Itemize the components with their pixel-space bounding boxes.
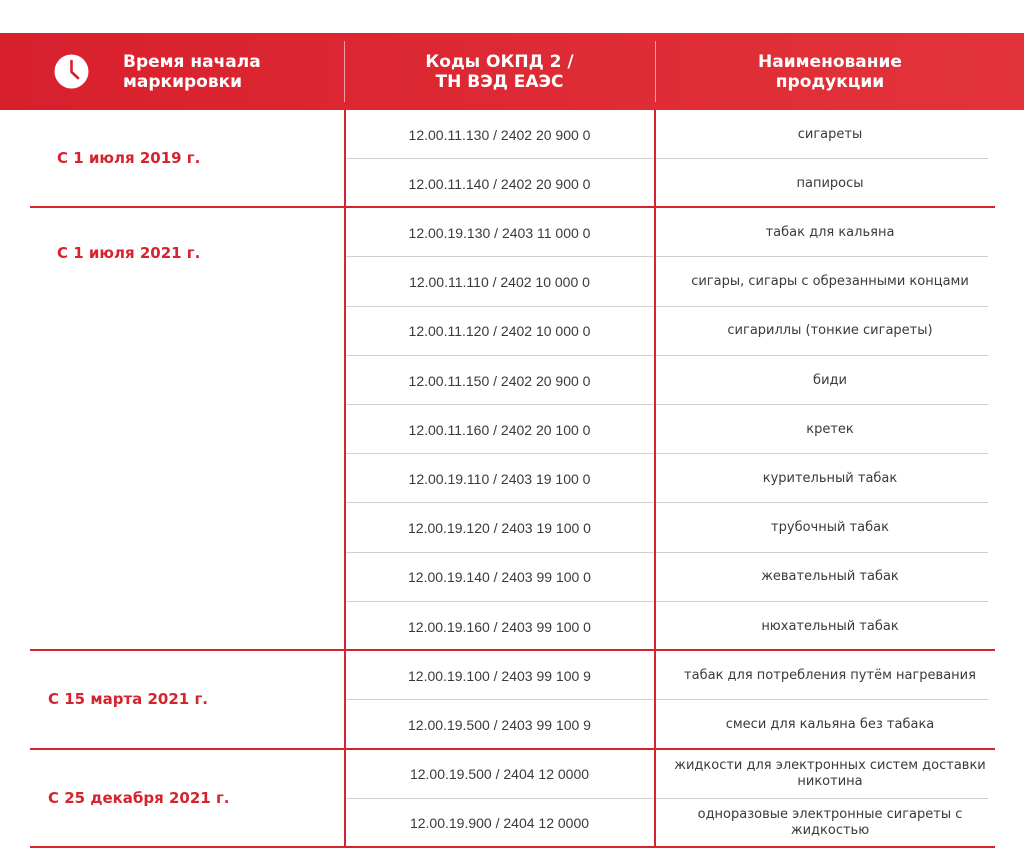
product-name: жевательный табак (761, 569, 899, 585)
product-name: табак для кальяна (765, 224, 895, 240)
table-row (0, 356, 1024, 405)
table-row (0, 307, 1024, 356)
column-divider (344, 110, 346, 848)
product-name: табак для потребления путём нагревания (684, 667, 976, 683)
product-code: 12.00.19.110 / 2403 19 100 0 (408, 470, 591, 487)
header-divider (655, 41, 656, 102)
table-row (0, 700, 1024, 749)
table-row (0, 504, 1024, 553)
table-row (0, 454, 1024, 503)
product-name: смеси для кальяна без табака (725, 716, 935, 732)
product-code: 12.00.19.500 / 2404 12 0000 (409, 766, 590, 783)
product-code: 12.00.11.140 / 2402 20 900 0 (408, 175, 591, 192)
group-divider (30, 846, 995, 848)
table-row (0, 602, 1024, 651)
product-code: 12.00.19.100 / 2403 99 100 9 (408, 667, 591, 684)
product-code: 12.00.19.900 / 2404 12 0000 (409, 815, 590, 832)
product-name: трубочный табак (771, 520, 889, 536)
clock-icon (53, 53, 90, 90)
column-divider (654, 110, 656, 848)
product-name: одноразовые электронные сигареты с жидкостью (697, 807, 963, 839)
product-code: 12.00.11.160 / 2402 20 100 0 (408, 421, 591, 438)
table-row (0, 651, 1024, 700)
group-date-label: С 15 марта 2021 г. (48, 690, 208, 709)
product-code: 12.00.19.160 / 2403 99 100 0 (408, 618, 591, 635)
group-date-label: С 25 декабря 2021 г. (48, 788, 230, 807)
product-name: сигары, сигары с обрезанными концами (691, 274, 969, 290)
product-code: 12.00.11.110 / 2402 10 000 0 (409, 274, 590, 291)
table-row (0, 799, 1024, 848)
table-row (0, 750, 1024, 799)
product-code: 12.00.19.500 / 2403 99 100 9 (408, 716, 591, 733)
product-code: 12.00.19.140 / 2403 99 100 0 (408, 569, 591, 586)
group-date-label: С 1 июля 2019 г. (57, 149, 201, 168)
product-code: 12.00.11.120 / 2402 10 000 0 (408, 323, 591, 340)
product-code: 12.00.19.120 / 2403 19 100 0 (408, 520, 591, 537)
table-row (0, 159, 1024, 208)
header-time-label: Время начала маркировки (123, 51, 261, 92)
table-row (0, 110, 1024, 159)
table-row (0, 258, 1024, 307)
header-codes-label: Коды ОКПД 2 / ТН ВЭД ЕАЭС (425, 51, 574, 92)
table-header (0, 33, 1024, 110)
table-row (0, 208, 1024, 257)
product-name: сигареты (797, 126, 863, 142)
product-name: кретек (806, 421, 854, 437)
product-name: жидкости для электронных систем доставки никотина (674, 758, 986, 790)
product-name: биди (813, 372, 847, 388)
header-name-label: Наименование продукции (758, 51, 902, 92)
table-row (0, 405, 1024, 454)
product-code: 12.00.19.130 / 2403 11 000 0 (408, 224, 591, 241)
table-row (0, 553, 1024, 602)
product-name: папиросы (796, 175, 864, 191)
product-name: сигариллы (тонкие сигареты) (727, 323, 933, 339)
group-date-label: С 1 июля 2021 г. (57, 244, 201, 263)
product-name: курительный табак (762, 470, 898, 486)
product-name: нюхательный табак (761, 618, 899, 634)
product-code: 12.00.11.150 / 2402 20 900 0 (408, 372, 591, 389)
product-code: 12.00.11.130 / 2402 20 900 0 (408, 126, 591, 143)
